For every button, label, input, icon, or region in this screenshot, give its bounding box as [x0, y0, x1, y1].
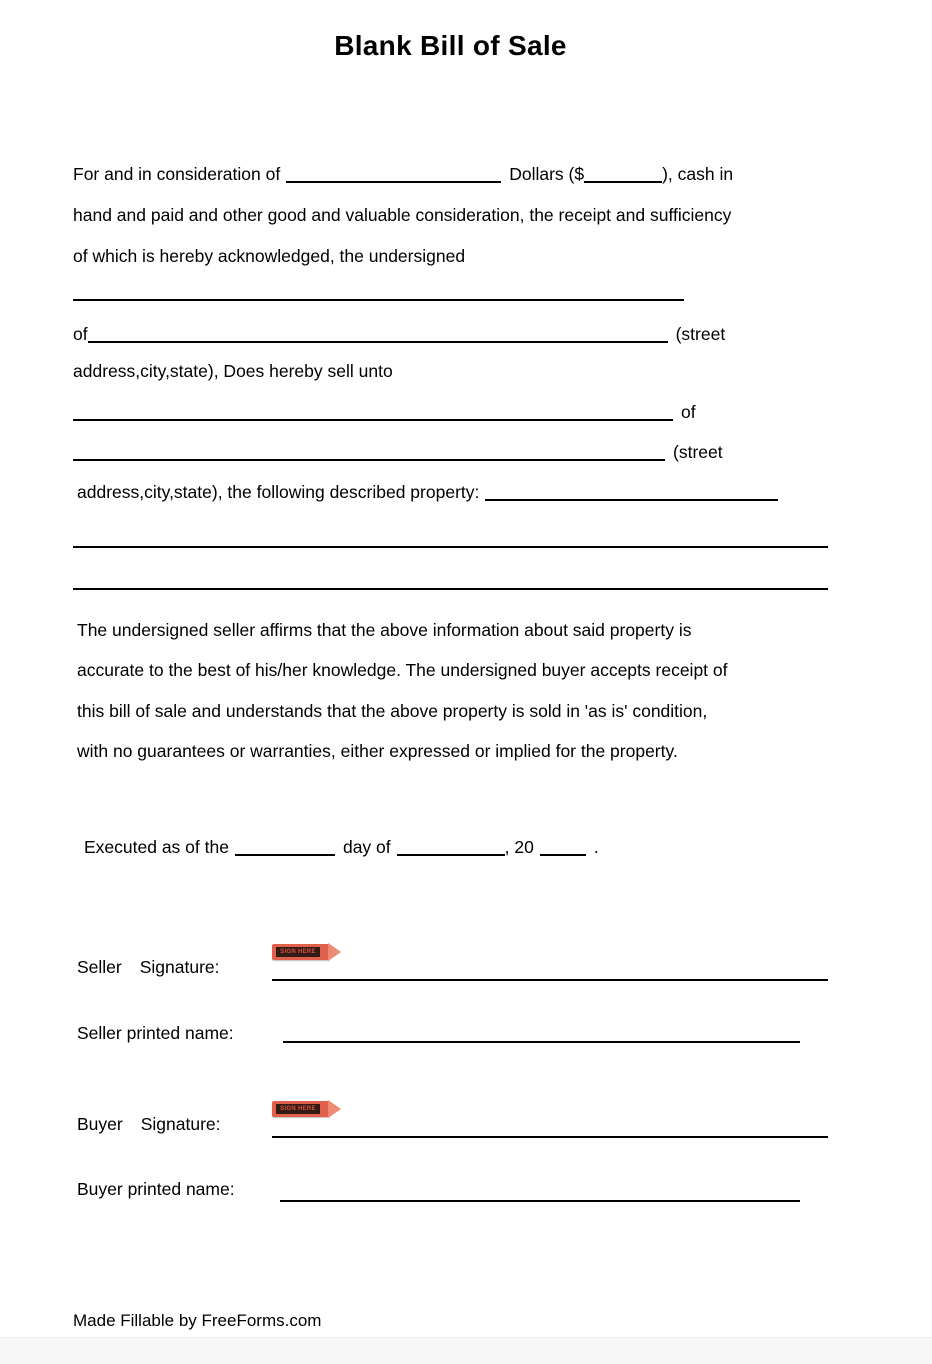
executed-day-blank[interactable] [235, 849, 335, 856]
seller-address-blank[interactable] [88, 336, 668, 343]
intro-text-2: Dollars ($ [509, 164, 585, 184]
seller-signature-label [77, 957, 220, 978]
consideration-dollars-blank[interactable] [584, 176, 662, 183]
executed-text-1: Executed as of the [84, 837, 229, 857]
intro-text-1: For and in consideration of [73, 164, 281, 184]
buyer-street-suffix: (street [673, 442, 723, 462]
buyer-name-blank[interactable] [73, 414, 673, 421]
sign-here-arrow-icon [328, 943, 341, 961]
seller-address-line [73, 324, 725, 345]
intro-line-2: hand and paid and other good and valuable consideration, the receipt and sufficiency [73, 205, 732, 225]
buyer-address-blank[interactable] [73, 454, 665, 461]
consideration-words-blank[interactable] [286, 176, 501, 183]
executed-text-4: . [593, 837, 599, 857]
seller-signature-word: Signature: [139, 957, 220, 977]
intro-text-3: ), cash in [662, 164, 734, 184]
executed-text-2: day of [342, 837, 391, 857]
seller-printed-name-label: Seller printed name: [77, 1023, 234, 1043]
buyer-printed-name-line[interactable] [280, 1200, 800, 1202]
sign-here-stamp-label: SIGN HERE [276, 947, 320, 957]
seller-sign-here-stamp[interactable] [272, 943, 342, 961]
executed-month-blank[interactable] [397, 849, 505, 856]
property-description-blank[interactable] [485, 494, 778, 501]
intro-line-1 [73, 164, 733, 185]
footer-credit: Made Fillable by FreeForms.com [73, 1311, 322, 1330]
buyer-signature-line[interactable] [272, 1136, 828, 1138]
sign-here-stamp-label: SIGN HERE [276, 1104, 320, 1114]
affirmation-line-3: this bill of sale and understands that the above property is sold in 'as is' condition, [77, 701, 708, 721]
affirmation-line-2: accurate to the best of his/her knowledge. The undersigned buyer accepts receipt of [77, 660, 728, 680]
affirmation-line-1: The undersigned seller affirms that the above information about said property is [77, 620, 692, 640]
buyer-address-line [73, 442, 723, 463]
buyer-of-suffix: of [681, 402, 696, 422]
page-title: Blank Bill of Sale [334, 30, 567, 61]
buyer-role-label: Buyer [77, 1114, 123, 1134]
sign-here-arrow-icon [328, 1100, 341, 1118]
executed-text-3: , 20 [504, 837, 534, 857]
page-bottom-edge [0, 1337, 932, 1364]
seller-street-suffix: (street [675, 324, 726, 344]
affirmation-line-4: with no guarantees or warranties, either expressed or implied for the property. [77, 741, 678, 761]
property-description-line-2[interactable] [73, 546, 828, 548]
seller-of-prefix: of [73, 324, 88, 344]
buyer-signature-word: Signature: [140, 1114, 221, 1134]
seller-name-blank[interactable] [73, 299, 684, 301]
seller-printed-name-line[interactable] [283, 1041, 800, 1043]
executed-line [84, 837, 599, 858]
property-line [77, 482, 778, 503]
property-description-line-3[interactable] [73, 588, 828, 590]
buyer-name-line [73, 402, 696, 423]
property-text: address,city,state), the following described property: [77, 482, 480, 502]
seller-address-line-2: address,city,state), Does hereby sell unto [73, 361, 393, 381]
buyer-signature-label [77, 1114, 221, 1135]
seller-signature-line[interactable] [272, 979, 828, 981]
buyer-printed-name-label: Buyer printed name: [77, 1179, 235, 1199]
executed-year-blank[interactable] [540, 849, 586, 856]
buyer-sign-here-stamp[interactable] [272, 1100, 342, 1118]
seller-role-label: Seller [77, 957, 122, 977]
intro-line-3: of which is hereby acknowledged, the undersigned [73, 246, 466, 266]
